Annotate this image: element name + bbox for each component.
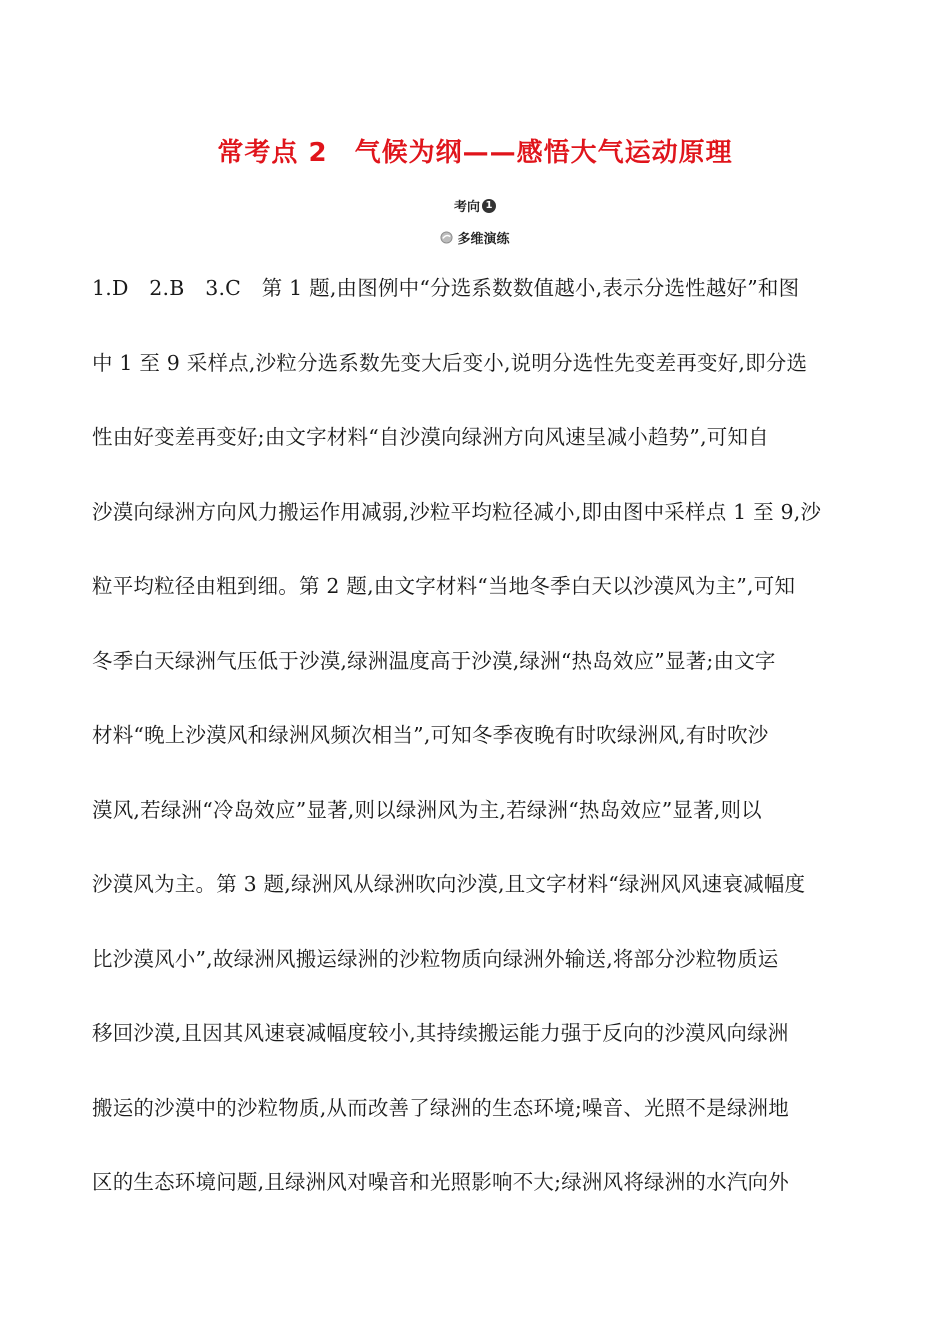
text-line: 粒平均粒径由粗到细。第 2 题,由文字材料“当地冬季白天以沙漠风为主”,可知 (92, 574, 796, 598)
section-label: 多维演练 (457, 232, 510, 247)
direction-heading (0, 196, 950, 215)
text-line: 材料“晚上沙漠风和绿洲风频次相当”,可知冬季夜晚有时吹绿洲风,有时吹沙 (92, 723, 769, 747)
text-line: 漠风,若绿洲“冷岛效应”显著,则以绿洲风为主,若绿洲“热岛效应”显著,则以 (92, 797, 762, 822)
direction-number-badge: 1 (482, 199, 496, 213)
text-line: 中 1 至 9 采样点,沙粒分选系数先变大后变小,说明分选性先变差再变好,即分选 (92, 350, 808, 375)
text-line: 性由好变差再变好;由文字材料“自沙漠向绿洲方向风速呈减小趋势”,可知自 (92, 425, 769, 449)
text-line: 搬运的沙漠中的沙粒物质,从而改善了绿洲的生态环境;噪音、光照不是绿洲地 (92, 1095, 789, 1120)
text-line: 1.D 2.B 3.C 第 1 题,由图例中“分选系数数值越小,表示分选性越好”和图 (92, 276, 800, 300)
direction-label: 考向 (453, 200, 480, 215)
text-line: 冬季白天绿洲气压低于沙漠,绿洲温度高于沙漠,绿洲“热岛效应”显著;由文字 (92, 648, 776, 673)
section-heading (0, 228, 950, 247)
text-line: 移回沙漠,且因其风速衰减幅度较小,其持续搬运能力强于反向的沙漠风向绿洲 (92, 1021, 789, 1045)
text-line: 比沙漠风小”,故绿洲风搬运绿洲的沙粒物质向绿洲外输送,将部分沙粒物质运 (92, 946, 779, 971)
page-title: 常考点 2 气候为纲——感悟大气运动原理 (217, 138, 733, 168)
text-line: 区的生态环境问题,且绿洲风对噪音和光照影响不大;绿洲风将绿洲的水汽向外 (92, 1170, 789, 1194)
section-bullet-icon (440, 231, 453, 244)
text-line: 沙漠向绿洲方向风力搬运作用减弱,沙粒平均粒径减小,即由图中采样点 1 至 9,沙 (92, 499, 822, 524)
text-line: 沙漠风为主。第 3 题,绿洲风从绿洲吹向沙漠,且文字材料“绿洲风风速衰减幅度 (92, 872, 806, 896)
answer-explanation (92, 266, 860, 1235)
